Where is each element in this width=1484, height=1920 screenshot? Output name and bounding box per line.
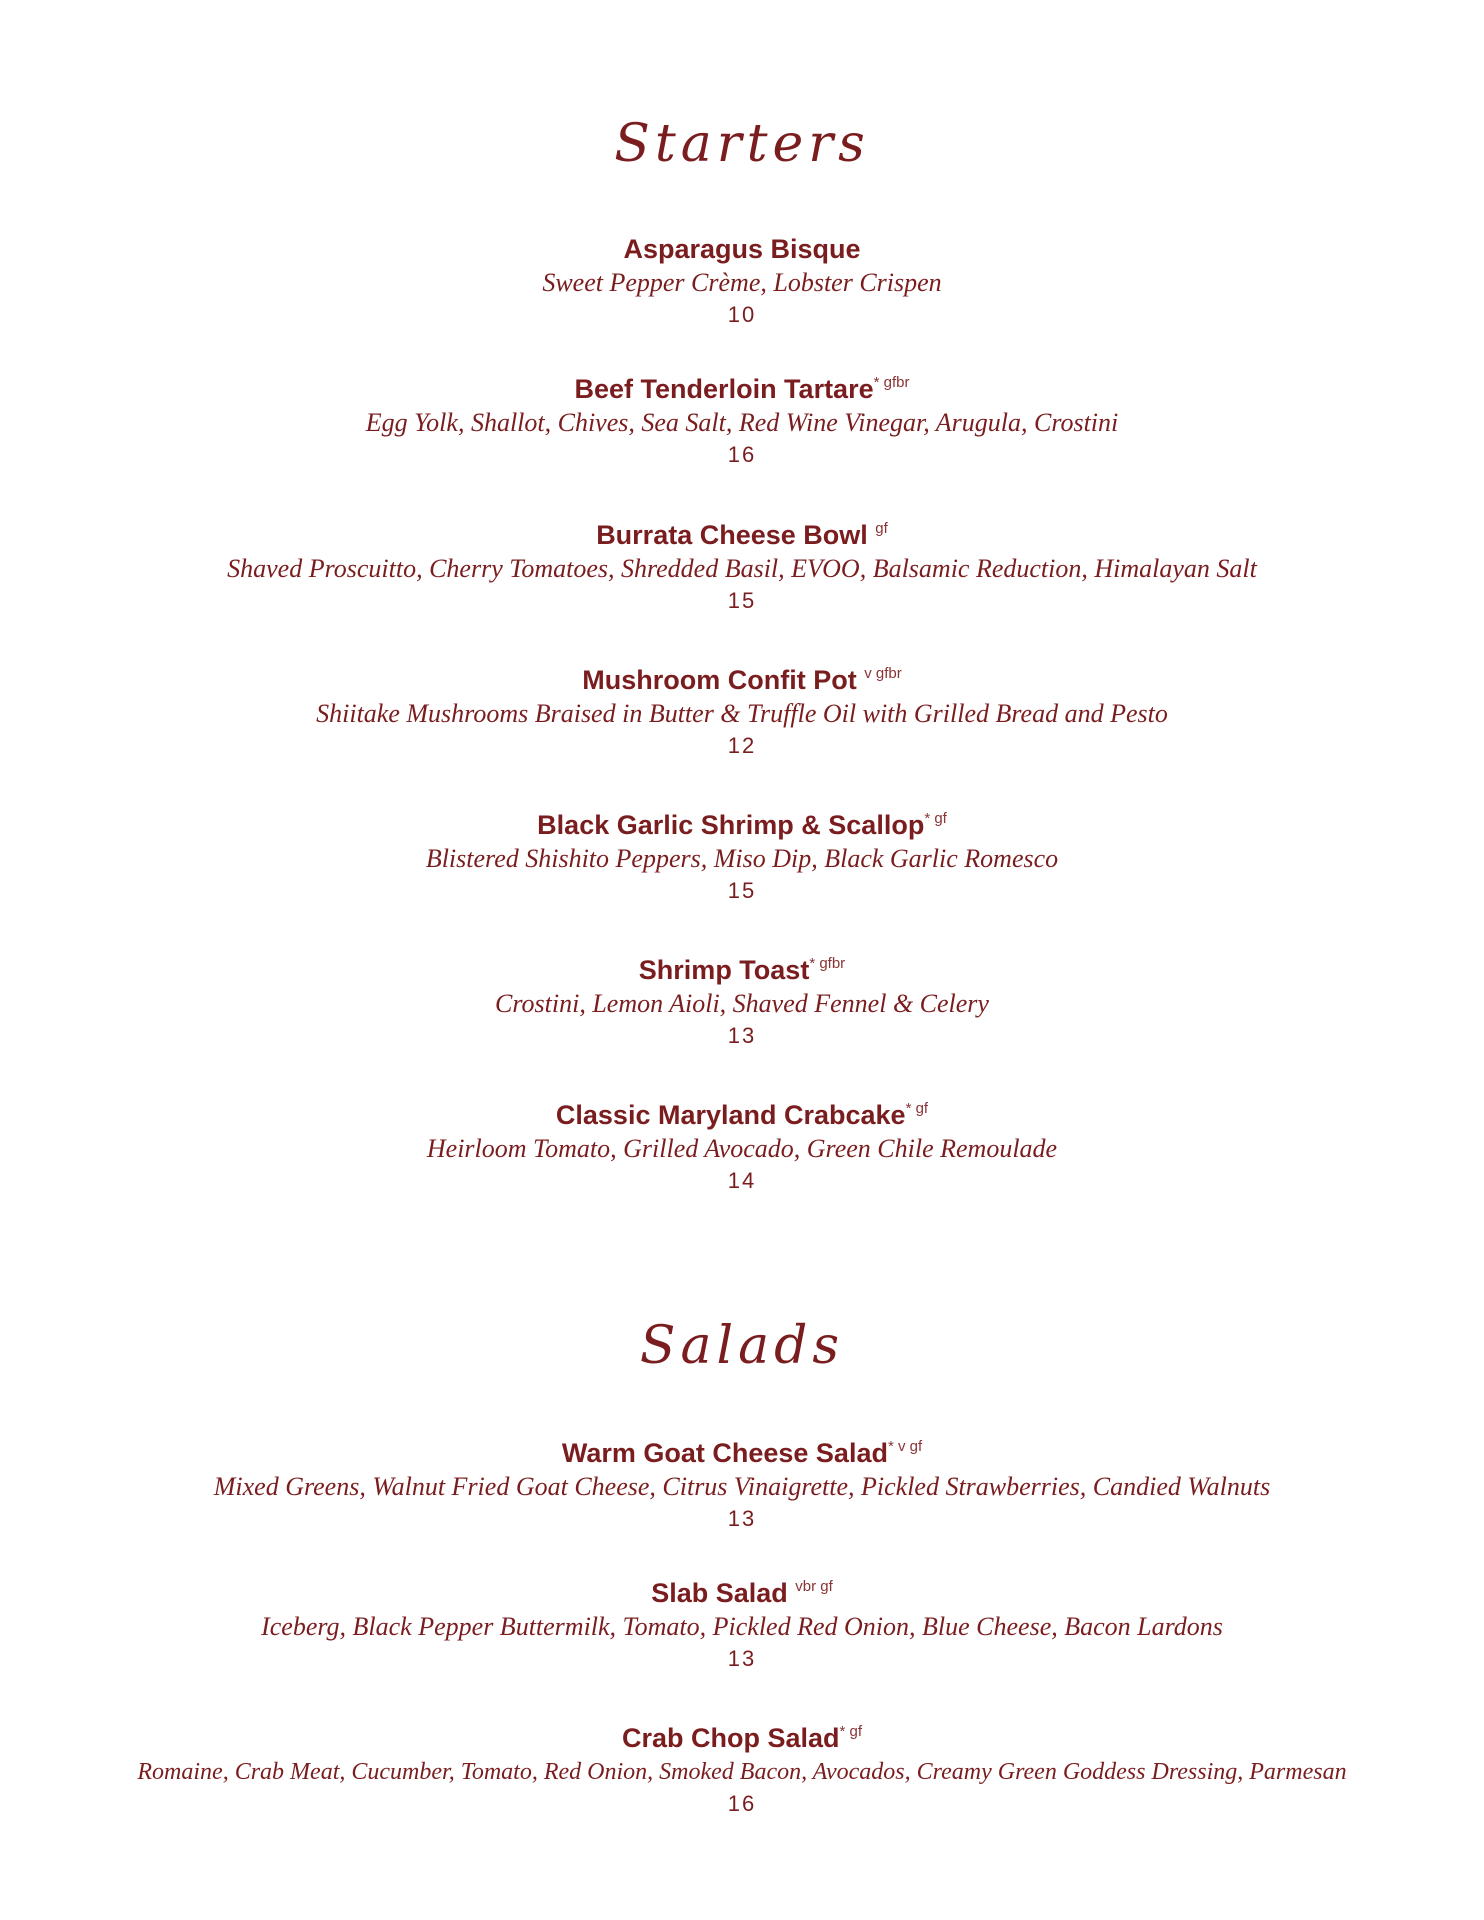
item-name: Black Garlic Shrimp & Scallop [537,810,925,840]
item-dietary-tags: v gfbr [864,665,902,682]
item-description: Crostini, Lemon Aioli, Shaved Fennel & Celery [495,989,989,1018]
item-dietary-tags: gf [875,520,888,537]
item-dietary-tags: vbr gf [795,1578,833,1595]
item-name: Burrata Cheese Bowl [596,520,868,550]
menu-item [0,512,1484,616]
menu-item [0,226,1484,330]
salads-heading: Salads [639,1316,845,1376]
item-price: 15 [727,588,757,613]
item-description: Egg Yolk, Shallot, Chives, Sea Salt, Red Wine Vinegar, Arugula, Crostini [365,408,1119,437]
menu-item [0,1715,1484,1819]
menu-item [0,947,1484,1051]
item-name: Asparagus Bisque [623,234,861,264]
item-description: Shiitake Mushrooms Braised in Butter & Truffle Oil with Grilled Bread and Pesto [316,699,1168,728]
item-description: Romaine, Crab Meat, Cucumber, Tomato, Red Onion, Smoked Bacon, Avocados, Creamy Green Goddess Dressing, Parmesan [137,1759,1347,1785]
starters-heading: Starters [614,114,870,174]
menu-item [0,1092,1484,1196]
item-name: Slab Salad [651,1578,788,1608]
item-price: 15 [727,878,757,903]
item-name: Classic Maryland Crabcake [555,1100,906,1130]
item-dietary-tags: * gf [839,1723,863,1740]
item-description: Shaved Proscuitto, Cherry Tomatoes, Shredded Basil, EVOO, Balsamic Reduction, Himalayan Salt [227,554,1257,583]
item-name: Crab Chop Salad [621,1723,840,1753]
item-description: Blistered Shishito Peppers, Miso Dip, Black Garlic Romesco [425,844,1059,873]
item-name: Warm Goat Cheese Salad [561,1438,888,1468]
item-name: Beef Tenderloin Tartare [574,374,874,404]
item-price: 13 [727,1506,757,1531]
item-price: 10 [727,302,757,327]
item-price: 13 [727,1646,757,1671]
menu-item [0,1570,1484,1674]
item-dietary-tags: * gfbr [809,955,846,972]
item-name: Mushroom Confit Pot [582,665,857,695]
item-description: Iceberg, Black Pepper Buttermilk, Tomato, Pickled Red Onion, Blue Cheese, Bacon Lardons [261,1612,1223,1641]
menu-item [0,802,1484,906]
item-price: 14 [727,1168,757,1193]
item-price: 16 [727,1791,757,1816]
item-price: 12 [727,733,757,758]
item-description: Sweet Pepper Crème, Lobster Crispen [542,268,942,297]
item-dietary-tags: * gf [905,1100,929,1117]
item-dietary-tags: * gf [924,810,947,827]
menu-item [0,366,1484,470]
item-dietary-tags: * gfbr [873,374,910,391]
menu-item [0,1430,1484,1534]
item-price: 16 [727,442,757,467]
item-dietary-tags: * v gf [887,1438,923,1455]
item-price: 13 [727,1023,757,1048]
item-description: Heirloom Tomato, Grilled Avocado, Green Chile Remoulade [426,1134,1058,1163]
item-name: Shrimp Toast [638,955,810,985]
item-description: Mixed Greens, Walnut Fried Goat Cheese, Citrus Vinaigrette, Pickled Strawberries, Candied Walnuts [213,1472,1271,1501]
menu-item [0,657,1484,761]
